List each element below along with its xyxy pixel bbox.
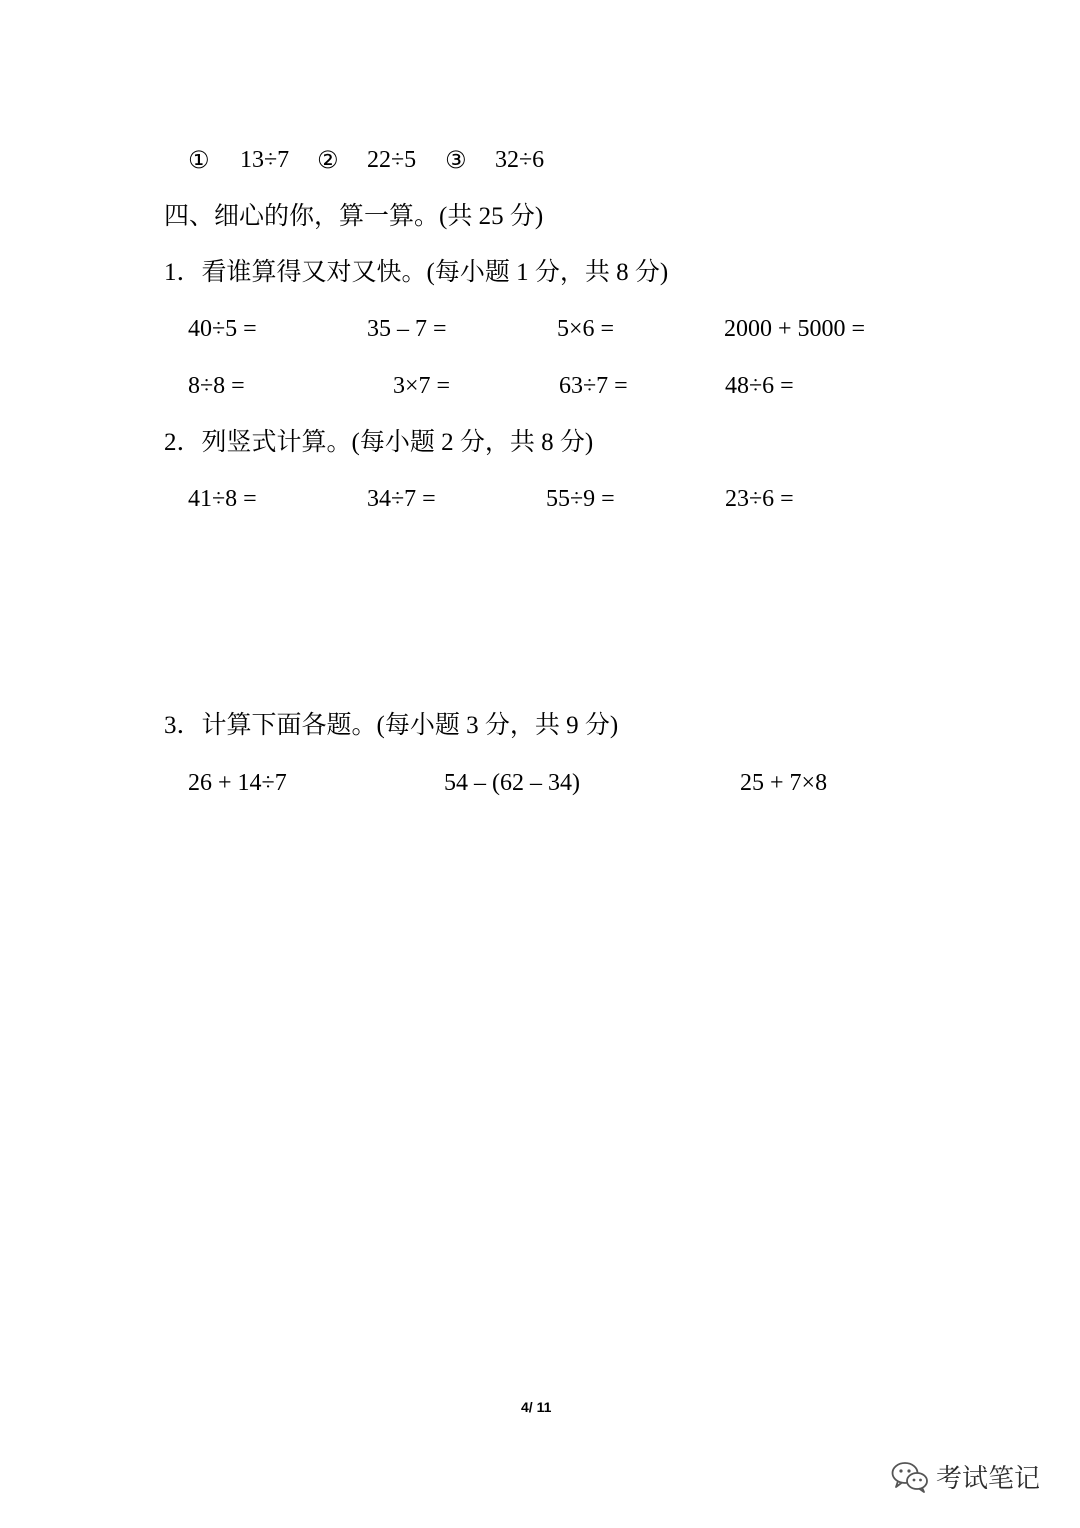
option-expr-1: 13÷7 (240, 147, 290, 173)
q1-item-4: 2000 + 5000 = (724, 316, 866, 342)
q1-item-7: 63÷7 = (559, 373, 628, 399)
question-3-title: 3．计算下面各题。(每小题 3 分，共 9 分) (164, 712, 619, 739)
q1-item-6: 3×7 = (393, 373, 451, 399)
q3-item-3: 25 + 7×8 (740, 770, 828, 796)
watermark (890, 1458, 1040, 1495)
q1-item-2: 35 – 7 = (367, 316, 447, 342)
q1-item-3: 5×6 = (557, 316, 615, 342)
q3-item-2: 54 – (62 – 34) (444, 770, 580, 796)
q1-item-8: 48÷6 = (725, 373, 794, 399)
question-1-title: 1．看谁算得又对又快。(每小题 1 分，共 8 分) (164, 259, 669, 286)
watermark-text: 考试笔记 (936, 1464, 1041, 1494)
option-marker-3: ③ (445, 146, 467, 174)
q1-item-5: 8÷8 = (188, 373, 245, 399)
q2-item-3: 55÷9 = (546, 486, 615, 512)
q3-item-1: 26 + 14÷7 (188, 770, 287, 796)
option-marker-1: ① (188, 146, 210, 174)
q2-item-4: 23÷6 = (725, 486, 794, 512)
option-marker-2: ② (317, 146, 339, 174)
wechat-icon (890, 1460, 930, 1494)
option-expr-3: 32÷6 (495, 147, 545, 173)
q2-item-2: 34÷7 = (367, 486, 436, 512)
section-title: 四、细心的你，算一算。(共 25 分) (164, 203, 544, 230)
question-2-title: 2．列竖式计算。(每小题 2 分，共 8 分) (164, 429, 594, 456)
page-number: 4/ 11 (521, 1399, 552, 1415)
option-expr-2: 22÷5 (367, 147, 417, 173)
q1-item-1: 40÷5 = (188, 316, 257, 342)
q2-item-1: 41÷8 = (188, 486, 257, 512)
